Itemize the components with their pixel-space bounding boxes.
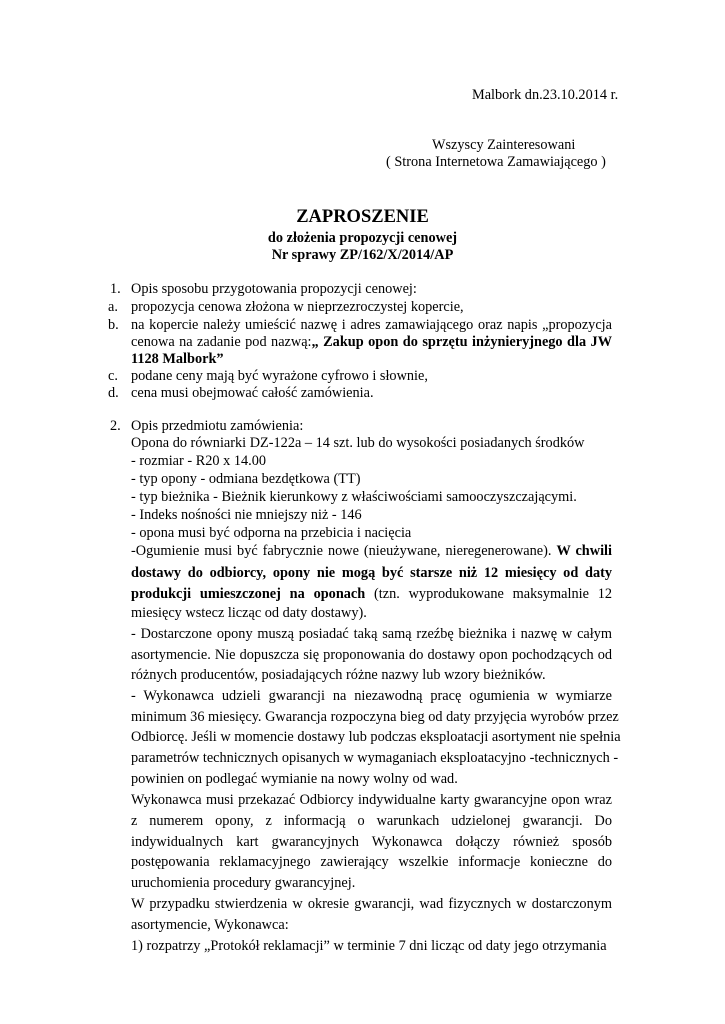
- para-4-line-3: indywidualnych kart gwarancyjnych Wykonawca dołączy również sposób: [131, 834, 612, 850]
- list-item-b-line-1: na kopercie należy umieścić nazwę i adres zamawiającego oraz napis „propozycja: [131, 317, 612, 333]
- para-3-line-5: powinien on podlegać wymianie na nowy wolny od wad.: [131, 771, 458, 787]
- para-4-line-1: Wykonawca musi przekazać Odbiorcy indywidualne karty gwarancyjne opon wraz: [131, 792, 612, 808]
- para-1-line-2: dostawy do odbiorcy, opony nie mogą być starsze niż 12 miesięcy od daty: [131, 565, 612, 581]
- list-marker-c: c.: [108, 368, 118, 384]
- list-item-b-bold: „ Zakup opon do sprzętu inżynieryjnego dla JW: [311, 334, 613, 350]
- list-item-d: cena musi obejmować całość zamówienia.: [131, 385, 374, 401]
- list-item-b-line-3: 1128 Malbork”: [131, 351, 224, 367]
- para-1-plain: -Ogumienie musi być fabrycznie nowe (nieużywane, nieregenerowane).: [131, 543, 552, 559]
- section-2-heading: Opis przedmiotu zamówienia:: [131, 418, 304, 434]
- list-marker-a: a.: [108, 299, 118, 315]
- para-4-line-2: z numerem opony, z informacją o warunkach udzielonej gwarancji. Do: [131, 813, 612, 829]
- para-1-bold-2: produkcji umieszczonej na oponach: [131, 586, 366, 602]
- para-5-line-1: W przypadku stwierdzenia w okresie gwarancji, wad fizycznych w dostarczonym: [131, 896, 612, 912]
- para-3-line-1: - Wykonawca udzieli gwarancji na niezawodną pracę ogumienia w wymiarze: [131, 688, 612, 704]
- para-1-line-3: [131, 584, 612, 604]
- spec-line-2: - rozmiar - R20 x 14.00: [131, 453, 266, 469]
- para-3-line-4: parametrów technicznych opisanych w wymaganiach eksploatacyjno -technicznych -: [131, 750, 619, 766]
- document-title: ZAPROSZENIE: [296, 207, 429, 227]
- para-2-line-1: - Dostarczone opony muszą posiadać taką samą rzeźbę bieżnika i nazwę w całym: [131, 626, 612, 642]
- section-1-heading: Opis sposobu przygotowania propozycji cenowej:: [131, 281, 417, 297]
- list-item-c: podane ceny mają być wyrażone cyfrowo i słownie,: [131, 368, 428, 384]
- spec-line-5: - Indeks nośności nie mniejszy niż - 146: [131, 507, 362, 523]
- para-4-line-4: postępowania reklamacyjnego zawierający wszelkie informacje konieczne do: [131, 854, 612, 870]
- para-3-line-2: minimum 36 miesięcy. Gwarancja rozpoczyna bieg od daty przyjęcia wyrobów przez: [131, 709, 619, 725]
- para-5-line-2: asortymencie, Wykonawca:: [131, 917, 289, 933]
- recipient-line-1: Wszyscy Zainteresowani: [432, 137, 576, 153]
- list-item-b-plain: cenowa na zadanie pod nazwą:: [131, 334, 312, 350]
- para-4-line-5: uruchomienia procedury gwarancyjnej.: [131, 875, 356, 891]
- spec-line-6: - opona musi być odporna na przebicia i nacięcia: [131, 525, 412, 541]
- case-number: Nr sprawy ZP/162/X/2014/AP: [271, 247, 454, 263]
- para-1-line-1: [131, 541, 612, 561]
- para-5-line-3: 1) rozpatrzy „Protokół reklamacji” w terminie 7 dni licząc od daty jego otrzymania: [131, 938, 607, 954]
- para-2-line-3: różnych producentów, posiadających różne nazwy lub wzory bieżników.: [131, 667, 546, 683]
- list-item-a: propozycja cenowa złożona w nieprzezroczystej kopercie,: [131, 299, 464, 315]
- section-2-number: 2.: [110, 418, 121, 434]
- place-date: Malbork dn.23.10.2014 r.: [472, 87, 619, 103]
- para-1-bold: W chwili: [556, 543, 612, 559]
- para-1-plain-2: (tzn. wyprodukowane maksymalnie 12: [374, 586, 613, 602]
- spec-line-4: - typ bieżnika - Bieżnik kierunkowy z właściwościami samooczyszczającymi.: [131, 489, 577, 505]
- document-subtitle: do złożenia propozycji cenowej: [267, 230, 458, 246]
- recipient-line-2: ( Strona Internetowa Zamawiającego ): [386, 154, 606, 170]
- para-1-line-4: miesięcy wstecz licząc od daty dostawy).: [131, 605, 367, 621]
- list-marker-b: b.: [108, 317, 119, 333]
- list-marker-d: d.: [108, 385, 119, 401]
- para-3-line-3: Odbiorcę. Jeśli w momencie dostawy lub podczas eksploatacji asortyment nie spełnia: [131, 729, 621, 745]
- para-2-line-2: asortymencie. Nie dopuszcza się proponowania do dostawy opon pochodzących od: [131, 647, 612, 663]
- spec-line-3: - typ opony - odmiana bezdętkowa (TT): [131, 471, 361, 487]
- spec-line-1: Opona do równiarki DZ-122a – 14 szt. lub do wysokości posiadanych środków: [131, 435, 585, 451]
- section-1-number: 1.: [110, 281, 121, 297]
